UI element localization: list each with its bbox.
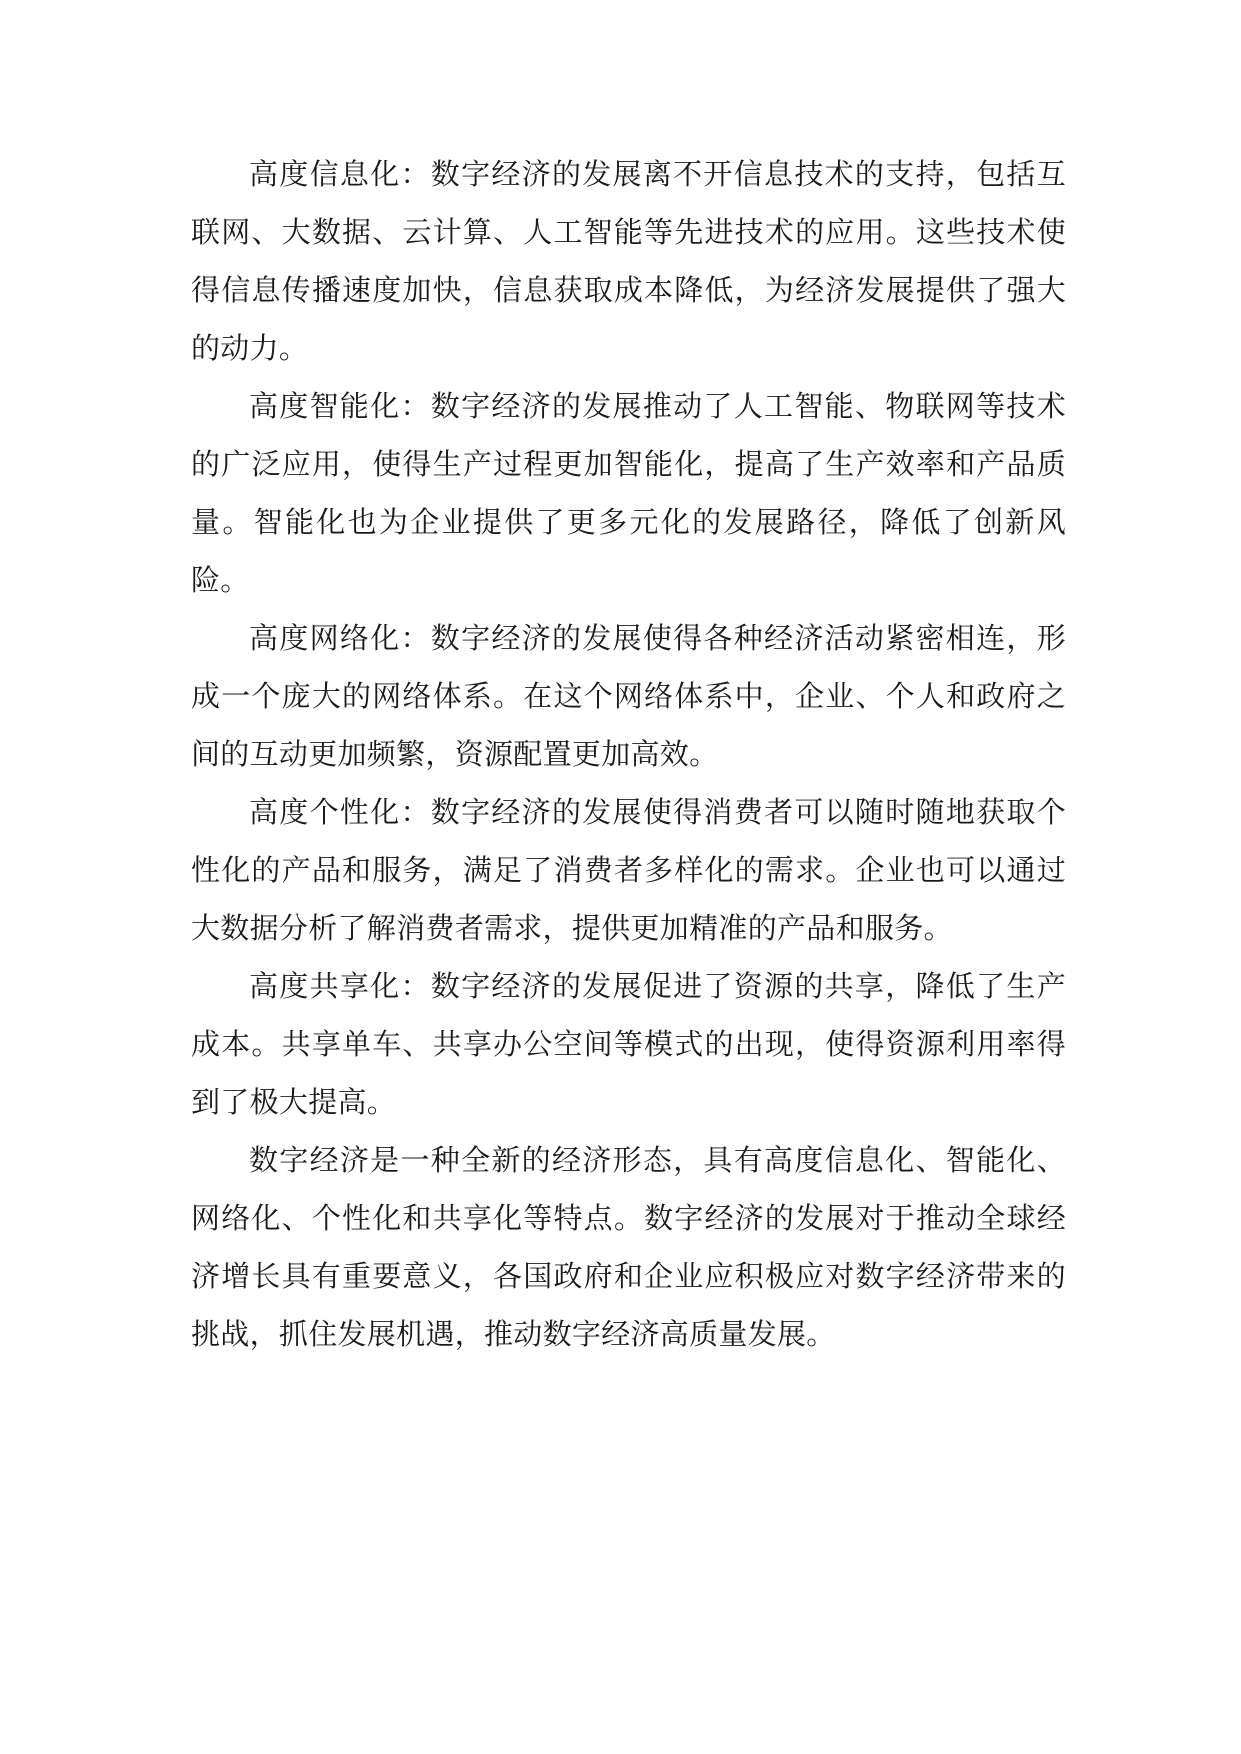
paragraph-informatization: 高度信息化：数字经济的发展离不开信息技术的支持，包括互联网、大数据、云计算、人工智能等先进技术的应用。这些技术使得信息传播速度加快，信息获取成本降低，为经济发展提供了强大的动力。 — [191, 157, 1066, 365]
document-body — [191, 145, 1066, 1363]
paragraph-conclusion: 数字经济是一种全新的经济形态，具有高度信息化、智能化、网络化、个性化和共享化等特点。数字经济的发展对于推动全球经济增长具有重要意义，各国政府和企业应积极应对数字经济带来的挑战，抓住发展机遇，推动数字经济高质量发展。 — [191, 1143, 1066, 1351]
paragraph-sharing: 高度共享化：数字经济的发展促进了资源的共享，降低了生产成本。共享单车、共享办公空间等模式的出现，使得资源利用率得到了极大提高。 — [191, 969, 1066, 1119]
paragraph-personalization: 高度个性化：数字经济的发展使得消费者可以随时随地获取个性化的产品和服务，满足了消费者多样化的需求。企业也可以通过大数据分析了解消费者需求，提供更加精准的产品和服务。 — [191, 795, 1066, 945]
paragraph-networking: 高度网络化：数字经济的发展使得各种经济活动紧密相连，形成一个庞大的网络体系。在这个网络体系中，企业、个人和政府之间的互动更加频繁，资源配置更加高效。 — [191, 621, 1066, 771]
paragraph-intelligentization: 高度智能化：数字经济的发展推动了人工智能、物联网等技术的广泛应用，使得生产过程更加智能化，提高了生产效率和产品质量。智能化也为企业提供了更多元化的发展路径，降低了创新风险。 — [191, 389, 1066, 597]
